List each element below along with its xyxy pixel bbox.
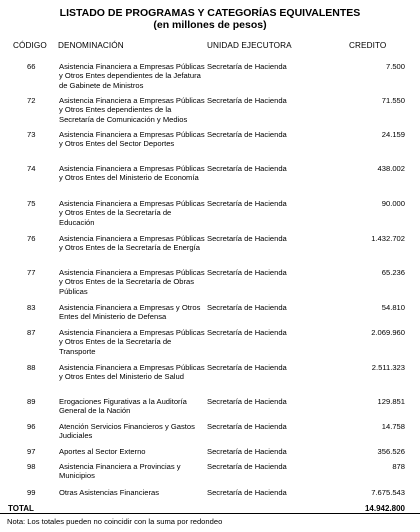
row-unit: Secretaría de Hacienda xyxy=(207,488,287,497)
row-denomination: Asistencia Financiera a Empresas Públicas y Otros Entes de la Secretaría de Energía xyxy=(59,234,205,253)
row-credit: 878 xyxy=(392,462,405,471)
document-title: LISTADO DE PROGRAMAS Y CATEGORÍAS EQUIVALENTES xyxy=(59,7,361,19)
row-denomination: Asistencia Financiera a Empresas Públicas y Otros Entes de la Secretaría de Transporte xyxy=(59,328,205,356)
row-unit: Secretaría de Hacienda xyxy=(207,268,287,277)
row-denomination: Aportes al Sector Externo xyxy=(59,447,146,456)
total-value: 14.942.800 xyxy=(364,504,405,513)
row-code: 98 xyxy=(27,462,36,471)
row-unit: Secretaría de Hacienda xyxy=(207,164,287,173)
row-code: 77 xyxy=(27,268,36,277)
row-unit: Secretaría de Hacienda xyxy=(207,199,287,208)
footnote: Nota: Los totales pueden no coincidir con la suma por redondeo xyxy=(7,517,223,526)
row-credit: 2.069.960 xyxy=(371,328,405,337)
row-credit: 438.002 xyxy=(377,164,405,173)
row-code: 96 xyxy=(27,422,36,431)
row-denomination: Atención Servicios Financieros y Gastos Judiciales xyxy=(59,422,195,441)
row-denomination: Asistencia Financiera a Empresas Públicas y Otros Entes de la Secretaría de Obras Públicas xyxy=(59,268,205,296)
row-credit: 7.500 xyxy=(385,62,405,71)
row-code: 89 xyxy=(27,397,36,406)
row-unit: Secretaría de Hacienda xyxy=(207,397,287,406)
row-credit: 14.758 xyxy=(381,422,405,431)
row-denomination: Asistencia Financiera a Empresas Públicas y Otros Entes del Ministerio de Salud xyxy=(59,363,205,382)
row-credit: 7.675.543 xyxy=(371,488,405,497)
row-code: 73 xyxy=(27,130,36,139)
header-denomination: DENOMINACIÓN xyxy=(58,41,124,50)
row-credit: 71.550 xyxy=(381,96,405,105)
header-credit: CREDITO xyxy=(349,41,387,50)
header-code: CÓDIGO xyxy=(13,41,47,50)
row-code: 75 xyxy=(27,199,36,208)
row-unit: Secretaría de Hacienda xyxy=(207,130,287,139)
row-unit: Secretaría de Hacienda xyxy=(207,363,287,372)
row-code: 83 xyxy=(27,303,36,312)
row-unit: Secretaría de Hacienda xyxy=(207,422,287,431)
row-credit: 356.526 xyxy=(377,447,405,456)
row-credit: 54.810 xyxy=(381,303,405,312)
row-unit: Secretaría de Hacienda xyxy=(207,462,287,471)
row-code: 72 xyxy=(27,96,36,105)
row-credit: 90.000 xyxy=(381,199,405,208)
row-code: 87 xyxy=(27,328,36,337)
row-unit: Secretaría de Hacienda xyxy=(207,234,287,243)
row-denomination: Asistencia Financiera a Empresas Públicas y Otros Entes del Sector Deportes xyxy=(59,130,205,149)
row-denomination: Erogaciones Figurativas a la Auditoría General de la Nación xyxy=(59,397,187,416)
row-denomination: Asistencia Financiera a Empresas Públicas y Otros Entes del Ministerio de Economía xyxy=(59,164,205,183)
row-unit: Secretaría de Hacienda xyxy=(207,303,287,312)
row-credit: 65.236 xyxy=(381,268,405,277)
row-denomination: Asistencia Financiera a Provincias y Municipios xyxy=(59,462,181,481)
row-denomination: Asistencia Financiera a Empresas Públicas y Otros Entes dependientes de la Secretaría de Comunicación y Medios xyxy=(59,96,205,124)
row-code: 97 xyxy=(27,447,36,456)
row-denomination: Otras Asistencias Financieras xyxy=(59,488,160,497)
row-unit: Secretaría de Hacienda xyxy=(207,447,287,456)
row-denomination: Asistencia Financiera a Empresas Públicas y Otros Entes dependientes de la Jefatura de Gabinete de Ministros xyxy=(59,62,205,90)
row-unit: Secretaría de Hacienda xyxy=(207,62,287,71)
row-code: 74 xyxy=(27,164,36,173)
row-code: 76 xyxy=(27,234,36,243)
row-credit: 1.432.702 xyxy=(371,234,405,243)
row-credit: 2.511.323 xyxy=(371,363,405,372)
document-subtitle: (en millones de pesos) xyxy=(153,19,267,31)
row-unit: Secretaría de Hacienda xyxy=(207,328,287,337)
header-unit: UNIDAD EJECUTORA xyxy=(207,41,292,50)
row-unit: Secretaría de Hacienda xyxy=(207,96,287,105)
total-label: TOTAL xyxy=(8,504,34,513)
row-code: 99 xyxy=(27,488,36,497)
row-denomination: Asistencia Financiera a Empresas y Otros Entes del Ministerio de Defensa xyxy=(59,303,201,322)
row-credit: 24.159 xyxy=(381,130,405,139)
row-code: 66 xyxy=(27,62,36,71)
row-denomination: Asistencia Financiera a Empresas Públicas y Otros Entes de la Secretaría de Educación xyxy=(59,199,205,227)
row-code: 88 xyxy=(27,363,36,372)
total-divider xyxy=(0,513,420,514)
row-credit: 129.851 xyxy=(377,397,405,406)
